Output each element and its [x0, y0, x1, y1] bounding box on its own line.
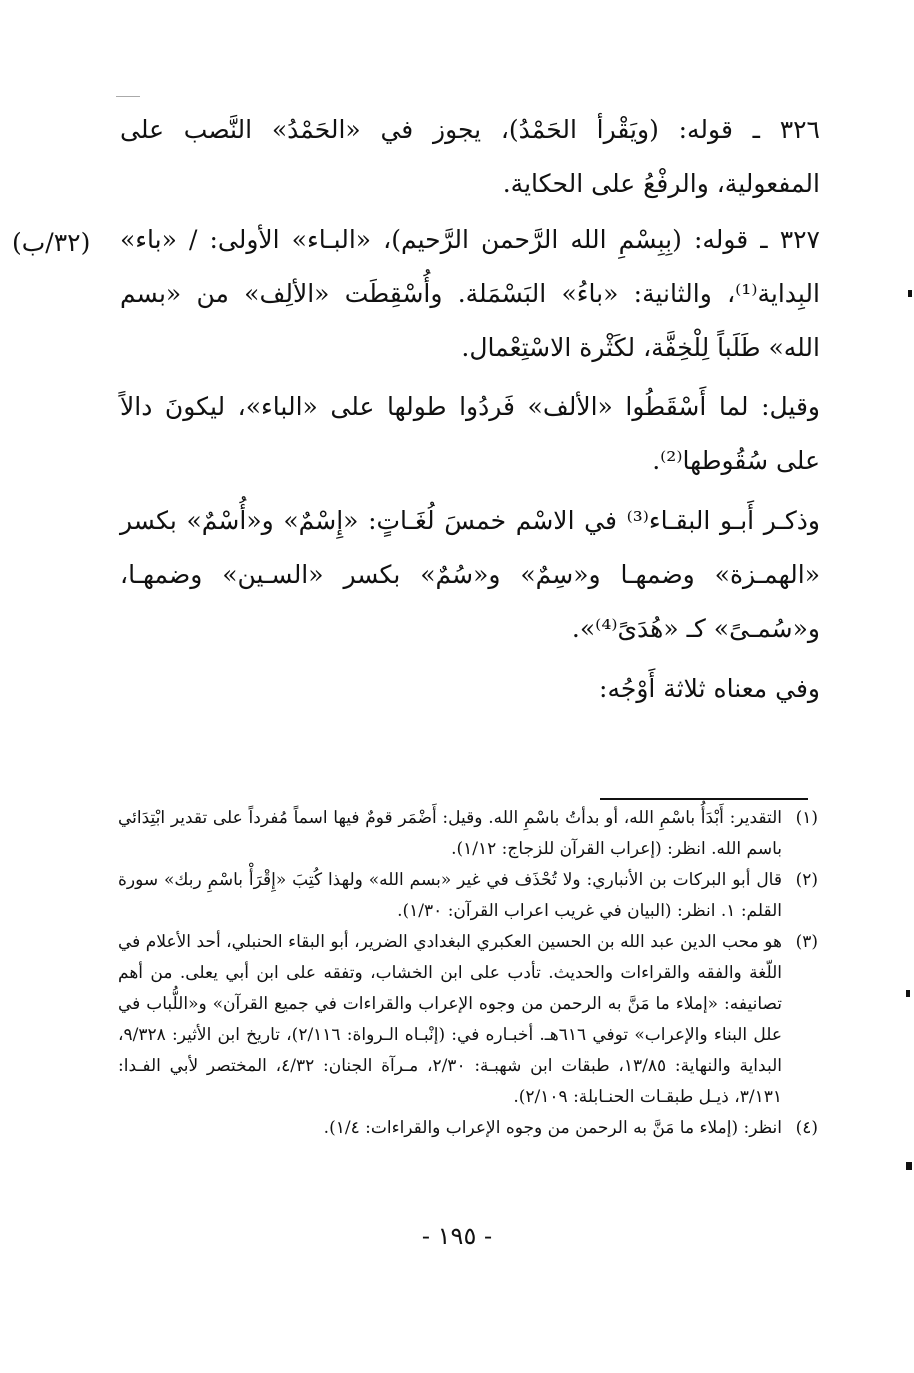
footnote-number: (١) [795, 808, 818, 828]
margin-mark [908, 290, 912, 297]
margin-mark [906, 1162, 912, 1170]
margin-folio-reference: (٣٢/ب) [12, 228, 91, 257]
footnote-text: التقدير: أَبْدَأُ باسْمِ الله، أو بدأتُ باسْمِ الله. وقيل: أَضْمَر قومٌ فيها اسماً مُفرداً على تقدير ابْتِدَائي باسم الله. انظر: (إعراب القرآن للزجاج: ١/١٢). [118, 808, 782, 859]
footnote-text: قال أبو البركات بن الأنباري: ولا تُحْذَف في غير «بسم الله» ولهذا كُتِبَ «إِقْرَأْ باسْمِ ربك» سورة القلم: ١. انظر: (البيان في غريب اعراب القرآن: ١/٣٠). [118, 870, 782, 921]
paragraph-abu-albaqa: وذكـر أَبـو البقـاء⁽³⁾ في الاسْم خمسَ لُغَـاتٍ: «إِسْمٌ» و«أُسْمٌ» بكسر «الهمـزة» وضمهـا و«سِمٌ» و«سُمٌ» بكسر «السـين» وضمهـا، و«سُمـىً» كـ «هُدَىً⁽⁴⁾». [120, 506, 820, 643]
margin-mark [906, 990, 910, 997]
paragraph-three-aspects: وفي معناه ثلاثة أَوْجُه: [599, 674, 820, 703]
footnote [118, 803, 818, 865]
footnote-separator [600, 798, 808, 800]
page-number: - ١٩٥ - [421, 1222, 493, 1250]
paragraph-327: ٣٢٧ ـ قوله: (بِبِسْمِ الله الرَّحمن الرَّحيم)، «البـاء» الأولى: / «باء» البِداية⁽¹⁾، والثانية: «باءُ» البَسْمَلة. وأُسْقِطَت «الألِف» من «بسم الله» طَلَباً لِلْخِفَّة، لكَثْرة الاسْتِعْمال. [120, 225, 820, 362]
scan-artifact [116, 96, 140, 97]
paragraph-326: ٣٢٦ ـ قوله: (ويَقْرأ الحَمْدُ)، يجوز في «الحَمْدُ» النَّصب على المفعولية، والرفْعُ على الحكاية. [120, 115, 820, 198]
footnote [118, 865, 818, 927]
footnote-number: (٤) [795, 1118, 818, 1138]
footnote-number: (٣) [795, 932, 818, 952]
footnote [118, 927, 818, 1113]
paragraph-qil: وقيل: لما أَسْقَطُوا «الألف» فَردُوا طولها على «الباء»، ليكونَ دالاً على سُقُوطها⁽²⁾. [120, 392, 820, 475]
footnote [118, 1113, 818, 1144]
footnotes [118, 803, 818, 1144]
footnote-text: انظر: (إملاء ما مَنَّ به الرحمن من وجوه الإعراب والقراءات: ١/٤). [323, 1118, 782, 1138]
footnote-number: (٢) [795, 870, 818, 890]
footnote-text: هو محب الدين عبد الله بن الحسين العكبري البغدادي الضرير، أبو البقاء الحنبلي، أحد الأعلام في اللّغة والفقه والقراءات والحديث. تأدب على ابن الخشاب، وتفقه على ابن أبي يعلى. من أهم تصانيفه: «إملاء ما مَنَّ به الرحمن من وجوه الإعراب والقراءات في جميع القرآن» و«اللُّباب في علل البناء والإعراب» توفي ٦١٦هـ. أخبـاره في: (إنْبـاه الـرواة: ٢/١١٦)، تاريخ ابن الأثير: ٩/٣٢٨، البداية والنهاية: ١٣/٨٥، طبقات ابن شهبـة: ٢/٣٠، مـرآة الجنان: ٤/٣٢، المختصر لأبي الفـدا: ٣/١٣١، ذيـل طبقـات الحنـابلة: ٢/١٠٩). [118, 932, 783, 1107]
